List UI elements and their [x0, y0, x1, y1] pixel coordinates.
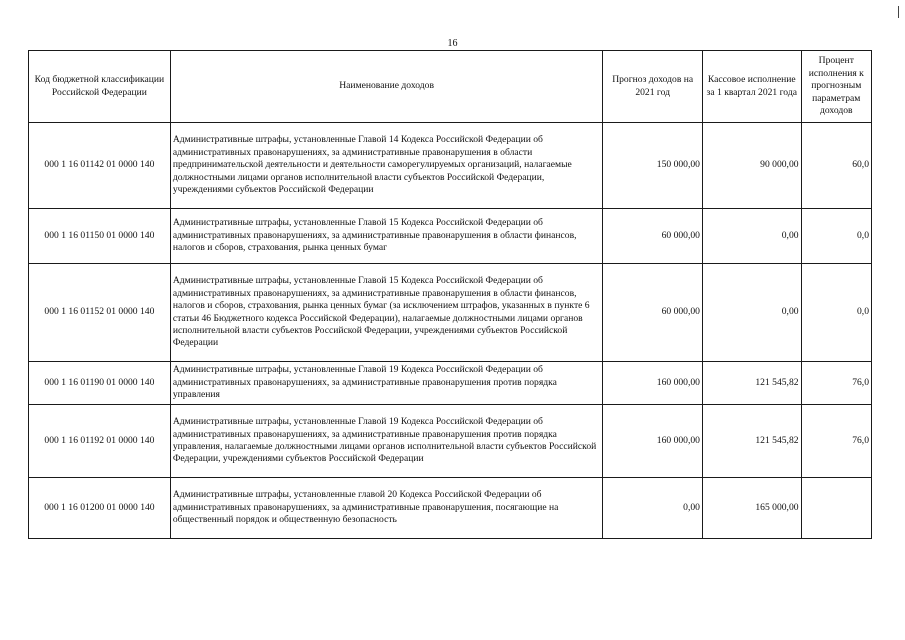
- cell-execution: 165 000,00: [702, 478, 801, 539]
- cell-execution: 0,00: [702, 264, 801, 362]
- cell-plan: 0,00: [603, 478, 703, 539]
- cell-plan: 160 000,00: [603, 362, 703, 405]
- cell-plan: 60 000,00: [603, 209, 703, 264]
- cell-name: Административные штрафы, установленные Главой 19 Кодекса Российской Федерации об административных правонарушениях, за административные правонарушения против порядка управления, налагаемые должностными лицами органов исполнительной власти субъектов Российской Федерации, учреждениями субъектов Российской Федерации: [170, 405, 603, 478]
- header-plan: Прогноз доходов на 2021 год: [603, 51, 703, 123]
- revenue-table: [28, 50, 872, 539]
- cell-code: 000 1 16 01192 01 0000 140: [29, 405, 171, 478]
- cell-code: 000 1 16 01152 01 0000 140: [29, 264, 171, 362]
- cell-name: Административные штрафы, установленные Главой 15 Кодекса Российской Федерации об административных правонарушениях, за административные правонарушения в области финансов, налогов и сборов, страхования, рынка ценных бумаг (за исключением штрафов, указанных в пункте 6 статьи 46 Бюджетного кодекса Российской Федерации), налагаемые должностными лицами органов исполнительной власти субъектов Российской Федерации, учреждениями субъектов Российской Федерации: [170, 264, 603, 362]
- cell-plan: 60 000,00: [603, 264, 703, 362]
- cell-name: Административные штрафы, установленные Главой 14 Кодекса Российской Федерации об административных правонарушениях, за административные правонарушения в области предпринимательской деятельности и деятельности саморегулируемых организаций, налагаемые должностными лицами органов исполнительной власти субъектов Российской Федерации, учреждениями субъектов Российской Федерации: [170, 123, 603, 209]
- cell-code: 000 1 16 01142 01 0000 140: [29, 123, 171, 209]
- cell-percent: 76,0: [801, 362, 871, 405]
- cell-percent: 60,0: [801, 123, 871, 209]
- header-execution: Кассовое исполнение за 1 квартал 2021 года: [702, 51, 801, 123]
- cell-code: 000 1 16 01150 01 0000 140: [29, 209, 171, 264]
- page-number: 16: [447, 38, 458, 49]
- cell-name: Административные штрафы, установленные Главой 15 Кодекса Российской Федерации об административных правонарушениях, за административные правонарушения в области финансов, налогов и сборов, страхования, рынка ценных бумаг: [170, 209, 603, 264]
- cell-plan: 150 000,00: [603, 123, 703, 209]
- cell-execution: 0,00: [702, 209, 801, 264]
- table-row: [29, 405, 872, 478]
- cell-percent: 0,0: [801, 209, 871, 264]
- header-name: Наименование доходов: [170, 51, 603, 123]
- table-row: [29, 123, 872, 209]
- cell-plan: 160 000,00: [603, 405, 703, 478]
- table-row: [29, 209, 872, 264]
- table-header-row: [29, 51, 872, 123]
- cell-name: Административные штрафы, установленные Главой 19 Кодекса Российской Федерации об административных правонарушениях, за административные правонарушения против порядка управления: [170, 362, 603, 405]
- header-code: Код бюджетной классификации Российской Федерации: [29, 51, 171, 123]
- cell-name: Административные штрафы, установленные главой 20 Кодекса Российской Федерации об административных правонарушениях, за административные правонарушения, посягающие на общественный порядок и общественную безопасность: [170, 478, 603, 539]
- cell-code: 000 1 16 01190 01 0000 140: [29, 362, 171, 405]
- cell-execution: 121 545,82: [702, 362, 801, 405]
- cell-percent: 76,0: [801, 405, 871, 478]
- cell-execution: 121 545,82: [702, 405, 801, 478]
- table-row: [29, 264, 872, 362]
- cell-execution: 90 000,00: [702, 123, 801, 209]
- cell-percent: [801, 478, 871, 539]
- cell-code: 000 1 16 01200 01 0000 140: [29, 478, 171, 539]
- table-row: [29, 362, 872, 405]
- header-percent: Процент исполнения к прогнозным параметрам доходов: [801, 51, 871, 123]
- edge-mark: [898, 6, 899, 18]
- cell-percent: 0,0: [801, 264, 871, 362]
- table-row: [29, 478, 872, 539]
